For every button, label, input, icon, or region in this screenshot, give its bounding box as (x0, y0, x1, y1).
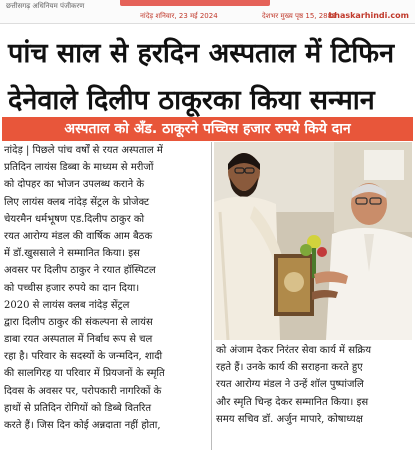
article-left-column (4, 142, 210, 434)
masthead-left-text: छत्तीसगढ़ अधिनियम पंजीकरण (6, 2, 85, 10)
article-line: नांदेड़ | पिछले पांच वर्षों से रयत अस्पताल में (4, 145, 163, 156)
article-line: रयत आरोग्य मंडल ने उन्हें शॉल पुष्पांजलि (216, 379, 364, 391)
article-line: प्रतिदिन लायंस डिब्बा के माध्यम से मरीजों (4, 162, 154, 174)
masthead-date: नांदेड़ शनिवार, 23 मई 2024 (140, 12, 218, 20)
headline-line-2: देनेवाले दिलीप ठाकूरका किया सन्मान (8, 85, 375, 116)
news-photo (214, 142, 412, 340)
article-line: करते हैं। जिस दिन कोई अन्नदाता नहीं होता, (4, 420, 161, 431)
article-line: की सालगिरह या परिवार में प्रियजनों के स्मृति (4, 368, 165, 380)
article-line: चेयरमैन धर्मभूषण एड.दिलीप ठाकुर को (4, 213, 145, 225)
article-line: और स्मृति चिन्ह देकर सम्मानित किया। इस (216, 396, 369, 408)
article-line: को पच्चीस हजार रुपये का दान दिया। (4, 282, 140, 294)
newspaper-logo (120, 0, 270, 6)
article-line: को दोपहर का भोजन उपलब्ध कराने के (4, 179, 145, 191)
article-line: लिए लायंस क्लब नांदेड़ सेंट्रल के प्रोजेक्ट (4, 196, 150, 208)
article-line: अवसर पर दिलीप ठाकुर ने रयात हॉस्पिटल (4, 265, 156, 277)
article-line: द्वारा दिलीप ठाकुर की संकल्पना से लायंस (4, 316, 153, 328)
article-line: समय सचिव डॉ. अर्जुन मापारे, कोषाध्यक्ष (216, 413, 363, 425)
article-line: रहते हैं। उनके कार्य की सराहना करते हुए (216, 362, 363, 374)
article-line: डाबा रयत अस्पताल में निर्बाध रूप से चल (4, 334, 153, 346)
article-line: को अंजाम देकर निरंतर सेवा कार्य में सक्रिय (216, 345, 372, 356)
article-line: में डॉ.खुससाले ने सम्मानित किया। इस (4, 248, 140, 260)
article-line: रयत आरोग्य मंडल की वार्षिक आम बैठक (4, 230, 153, 242)
masthead-website: bhaskarhindi.com (328, 11, 409, 20)
article-line: 2020 से लायंस क्लब नांदेड़ सेंट्रल (4, 299, 130, 311)
masthead-pages: देशभर मुख्य पृष्ठ 15, 2881 (262, 12, 337, 20)
article-line: दिवस के अवसर पर, परोपकारी नागरिकों के (4, 385, 162, 397)
headline-line-1: पांच साल से हरदिन अस्पताल में टिफिन (8, 38, 395, 69)
newspaper-masthead (0, 0, 415, 24)
article-line: रहा है। परिवार के सदस्यों के जन्मदिन, शादी (4, 351, 163, 363)
article-right-column (216, 342, 412, 428)
photo-illustration (214, 142, 412, 340)
column-divider (211, 142, 212, 450)
article-line: हाथों से प्रतिदिन रोगियों को डिब्बे वितरित (4, 402, 152, 414)
subheadline-banner: अस्पताल को अँड. ठाकूरने पच्चिस हजार रुपये किये दान (2, 117, 413, 141)
